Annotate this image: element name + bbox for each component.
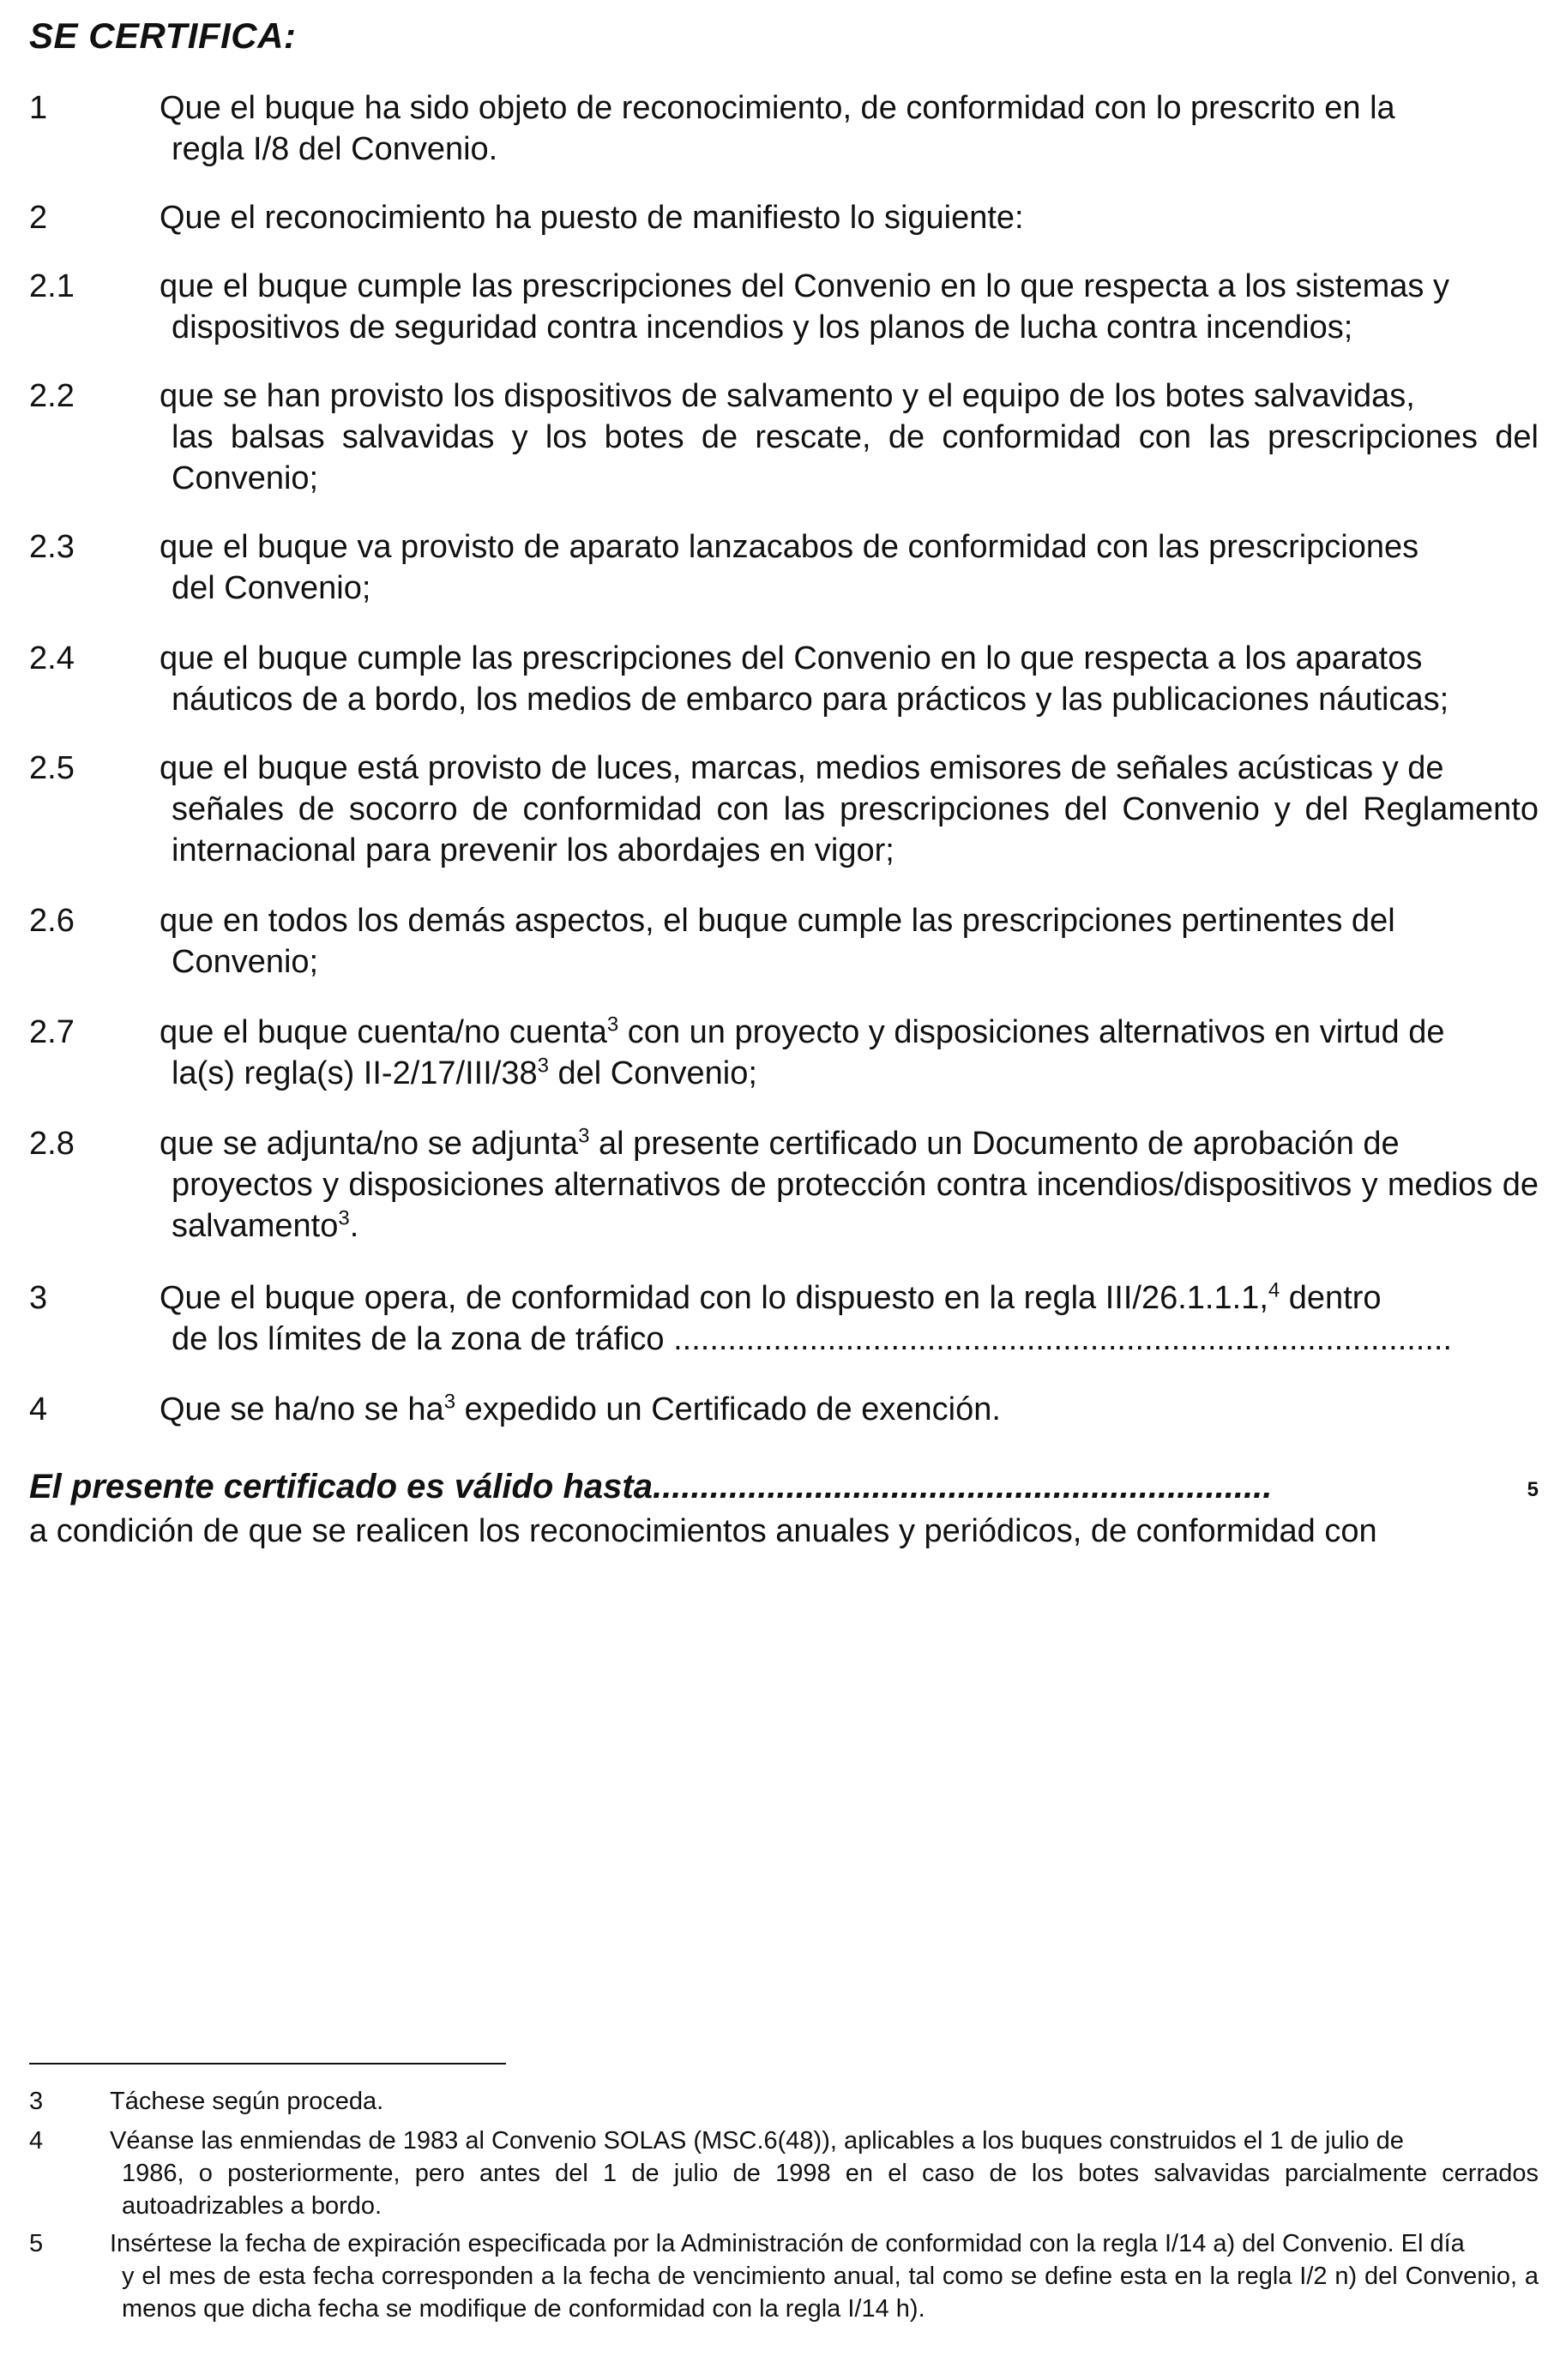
item-number: 1 [29,90,48,126]
item-text-line: que en todos los demás aspectos, el buque cumple las prescripciones pertinentes del [160,903,1395,939]
footnote-text [110,2085,1539,2118]
footnote-ref: 4 [1268,1278,1280,1302]
item-text [160,748,1539,871]
item-text [160,376,1539,499]
footnote-divider [29,2063,506,2064]
footnote-text-continuation: y el mes de esta fecha corresponden a la fecha de vencimiento anual, tal como se define esta en la regla I/2 n) del Convenio, a menos que dicha fecha se modifique de conformidad con la regla I/14 h). [122,2263,1539,2323]
footnote-text-line: Insértese la fecha de expiración especificada por la Administración de conformidad con la regla I/14 a) del Convenio. El día [110,2230,1465,2257]
validity-statement: El presente certificado es válido hasta................................................................. [29,1468,1273,1506]
item-text-line [160,1277,1539,1319]
footnote-ref: 3 [578,1124,590,1148]
item-text [160,1389,1539,1430]
item-text-continuation [160,1164,1539,1247]
item-text-line [160,1123,1539,1164]
item-text-continuation: regla I/8 del Convenio. [172,131,498,167]
item-text-continuation: señales de socorro de conformidad con las prescripciones del Convenio y del Reglamento internacional para prevenir los abordajes en vigor; [172,791,1539,868]
item-text [160,87,1539,170]
item-text-part: dentro [1280,1280,1382,1316]
item-text-line [160,1012,1539,1053]
item-text [160,266,1539,348]
item-text [160,526,1539,609]
item-text-line: que el buque cumple las prescripciones del Convenio en lo que respecta a los aparatos [160,640,1423,676]
item-number: 4 [29,1391,48,1427]
item-number: 2.1 [29,268,75,304]
item-text-part: del Convenio; [548,1055,757,1091]
item-text-part: proyectos y disposiciones alternativos de protección contra incendios/dispositivos y medios de salvamento [172,1167,1539,1244]
item-text-part: Que el buque opera, de conformidad con lo dispuesto en la regla III/26.1.1.1, [160,1280,1268,1316]
item-number: 2.5 [29,750,75,786]
item-text-part: la(s) regla(s) II-2/17/III/38 [172,1055,538,1091]
item-text-continuation [160,1053,1539,1094]
item-text-line: que el buque cumple las prescripciones del Convenio en lo que respecta a los sistemas y [160,268,1449,304]
footnote-number: 4 [29,2127,44,2155]
item-text-continuation: dispositivos de seguridad contra incendios y los planos de lucha contra incendios; [172,310,1353,346]
item-number: 2.4 [29,640,75,676]
item-text-continuation: las balsas salvavidas y los botes de rescate, de conformidad con las prescripciones del Convenio; [172,419,1539,496]
item-text-continuation: del Convenio; [172,570,371,606]
item-text-line: que el buque está provisto de luces, marcas, medios emisores de señales acústicas y de [160,750,1444,786]
footnote-text-continuation: 1986, o posteriormente, pero antes del 1 de julio de 1998 en el caso de los botes salvavidas parcialmente cerrados autoadrizables a bordo. [122,2160,1539,2220]
item-text-part: . [349,1208,359,1244]
item-text-continuation: náuticos de a bordo, los medios de embarco para prácticos y las publicaciones náuticas; [172,682,1449,718]
item-number: 2.3 [29,529,75,565]
item-text [160,638,1539,720]
item-text [160,900,1539,983]
item-text [160,197,1539,238]
footnote-number: 5 [29,2230,44,2257]
footnote-ref: 3 [338,1206,350,1230]
item-text-part: que se adjunta/no se adjunta [160,1126,579,1162]
footnote-text [110,2227,1539,2325]
footnote-ref: 3 [443,1390,456,1414]
item-text-line: Que el buque ha sido objeto de reconocimiento, de conformidad con lo prescrito en la [160,90,1395,126]
item-text-continuation [160,1319,1539,1360]
page-heading: SE CERTIFICA: [29,15,297,56]
item-text [160,1123,1539,1247]
item-text-continuation: Convenio; [172,944,319,980]
item-number: 2.7 [29,1014,75,1050]
item-text [160,1277,1539,1360]
item-text-line: que el buque va provisto de aparato lanzacabos de conformidad con las prescripciones [160,529,1419,565]
item-text [160,1012,1539,1094]
item-text-part: Que se ha/no se ha [160,1391,444,1427]
item-number: 2 [29,200,48,236]
footnote-ref: 3 [537,1054,549,1078]
item-text-line: que se han provisto los dispositivos de salvamento y el equipo de los botes salvavidas, [160,378,1415,414]
item-text-part: que el buque cuenta/no cuenta [160,1014,607,1050]
footnote-text [110,2125,1539,2222]
footnote-number: 3 [29,2088,44,2115]
item-number: 3 [29,1280,48,1316]
item-text-part: con un proyecto y disposiciones alternativos en virtud de [618,1014,1445,1050]
validity-condition: a condición de que se realicen los reconocimientos anuales y periódicos, de conformidad con [29,1513,1377,1549]
footnote-ref: 3 [606,1013,619,1037]
item-text-part: de los límites de la zona de tráfico ...................................................................................... [172,1321,1453,1357]
footnote-text-line: Véanse las enmiendas de 1983 al Convenio SOLAS (MSC.6(48)), aplicables a los buques construidos el 1 de julio de [110,2127,1404,2155]
item-text-line [160,1389,1539,1430]
item-number: 2.2 [29,378,75,414]
item-text-line: Que el reconocimiento ha puesto de manifiesto lo siguiente: [160,200,1024,236]
item-number: 2.6 [29,903,75,939]
footnote-ref: 5 [1527,1478,1539,1501]
footnote-text-line: Táchese según proceda. [110,2088,384,2115]
item-text-part: expedido un Certificado de exención. [455,1391,1001,1427]
item-number: 2.8 [29,1126,75,1162]
item-text-part: al presente certificado un Documento de aprobación de [589,1126,1400,1162]
